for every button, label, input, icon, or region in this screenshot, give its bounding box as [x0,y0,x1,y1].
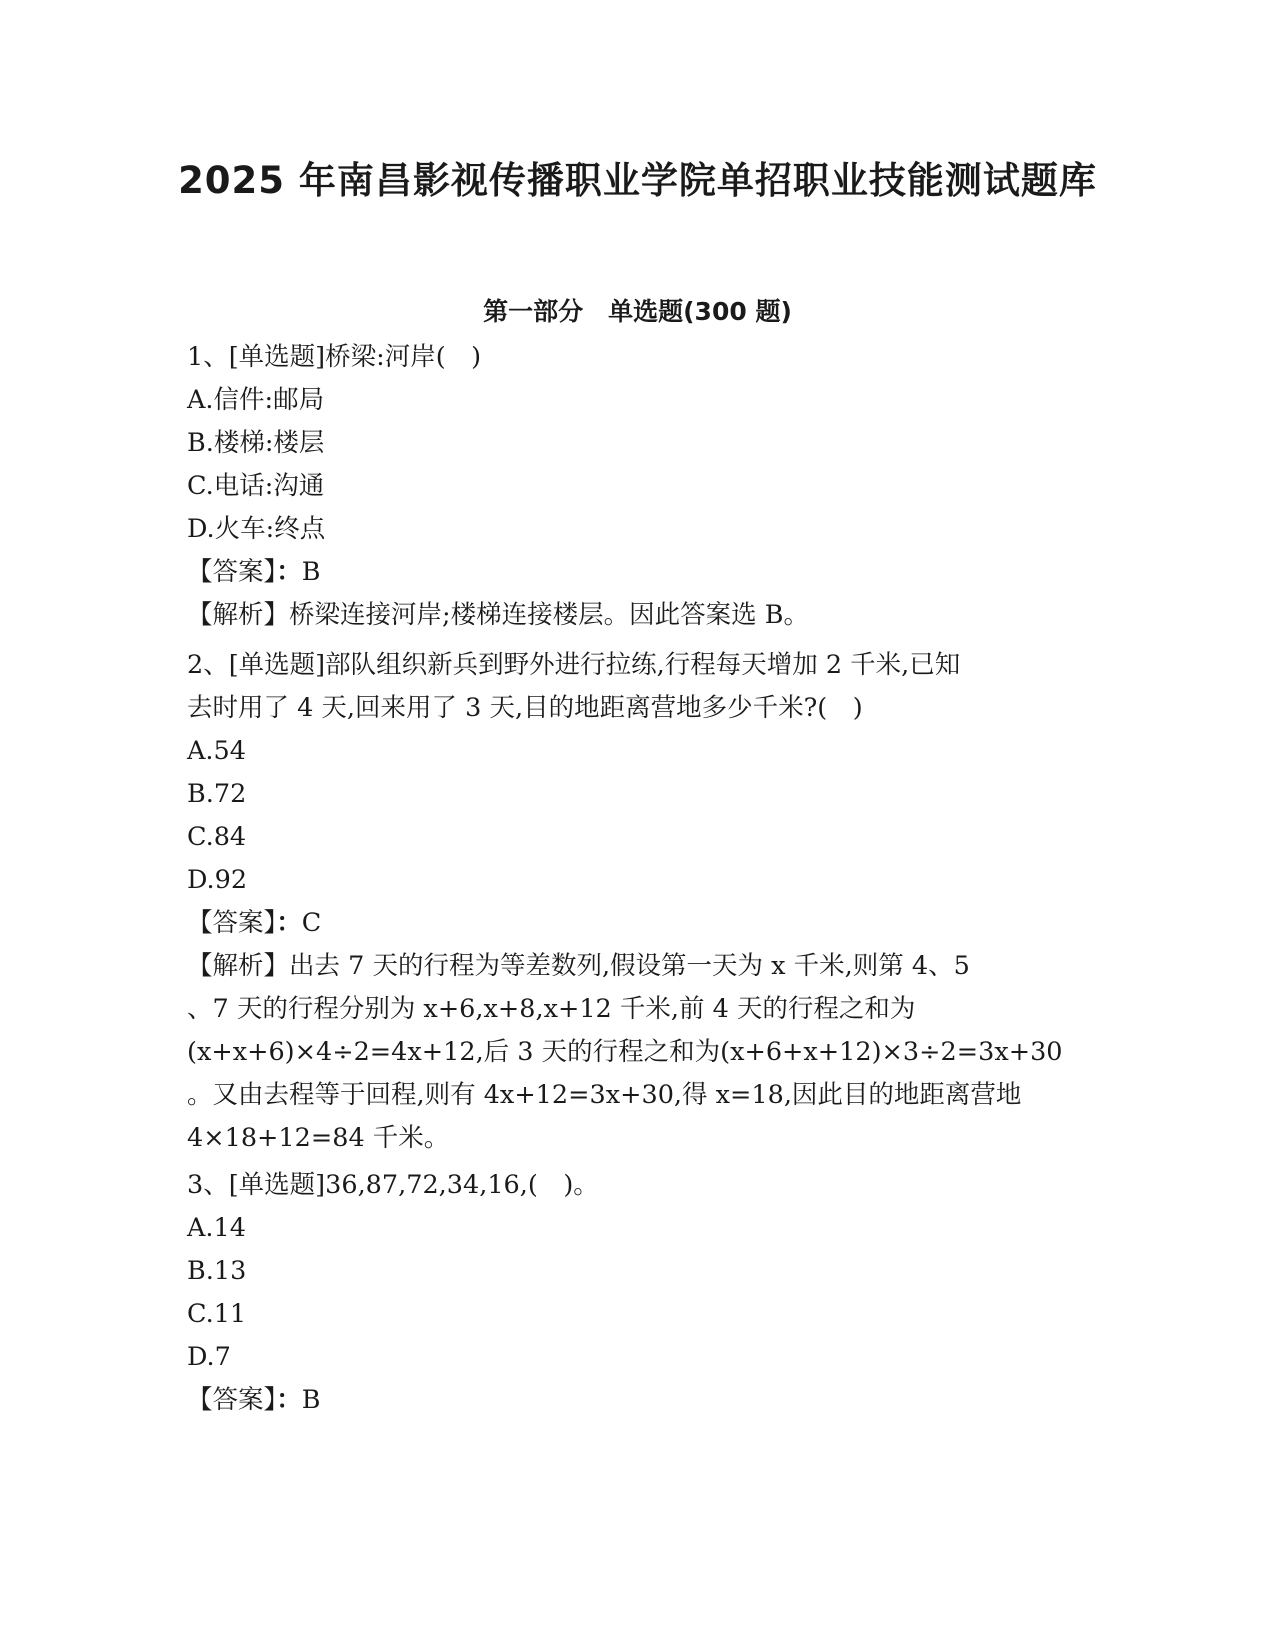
answer-colon: ： [276,908,302,938]
answer-label: 【答案】 [187,908,277,938]
option-a: A.54 [187,736,246,766]
answer-colon: ： [276,1385,302,1415]
answer-line [187,902,1087,945]
question-2 [187,644,1087,1160]
page-title: 2025 年南昌影视传播职业学院单招职业技能测试题库 [178,159,1097,202]
analysis-line-2: 、7 天的行程分别为 x+6,x+8,x+12 千米,前 4 天的行程之和为 [187,994,916,1024]
option-d: D.火车:终点 [187,514,326,544]
analysis-line-3: (x+x+6)×4÷2=4x+12,后 3 天的行程之和为(x+6+x+12)×3÷2=3x+30 [187,1037,1063,1067]
analysis-line-5: 4×18+12=84 千米。 [187,1123,450,1153]
answer-label: 【答案】 [187,1385,277,1415]
answer-value: B [301,1385,321,1415]
analysis-line-4: 。又由去程等于回程,则有 4x+12=3x+30,得 x=18,因此目的地距离营地 [187,1080,1022,1110]
question-stem: 1、[单选题]桥梁:河岸( ) [187,342,482,372]
option-b: B.72 [187,779,247,809]
analysis-label: 【解析】 [187,600,290,630]
analysis-text: 桥梁连接河岸;楼梯连接楼层。因此答案选 B。 [289,600,809,630]
answer-label: 【答案】 [187,557,277,587]
answer-value: B [301,557,321,587]
answer-line [187,1379,1087,1422]
analysis-label: 【解析】 [187,951,290,981]
section-heading: 第一部分 单选题(300 题) [483,297,792,326]
option-a: A.信件:邮局 [187,385,325,415]
option-c: C.84 [187,822,247,852]
option-b: B.13 [187,1256,247,1286]
answer-value: C [301,908,322,938]
answer-line [187,551,1087,594]
option-c: C.11 [187,1299,247,1329]
option-b: B.楼梯:楼层 [187,428,325,458]
option-d: D.92 [187,865,248,895]
answer-colon: ： [276,557,302,587]
analysis-text: 出去 7 天的行程为等差数列,假设第一天为 x 千米,则第 4、5 [289,951,970,981]
question-1 [187,336,1087,637]
question-3 [187,1164,1087,1422]
analysis-line [187,594,1087,637]
question-stem: 3、[单选题]36,87,72,34,16,( )。 [187,1170,599,1200]
question-stem-line-2: 去时用了 4 天,回来用了 3 天,目的地距离营地多少千米?( ) [187,693,863,723]
option-c: C.电话:沟通 [187,471,325,501]
option-a: A.14 [187,1213,246,1243]
option-d: D.7 [187,1342,231,1372]
question-stem-line-1: 2、[单选题]部队组织新兵到野外进行拉练,行程每天增加 2 千米,已知 [187,650,961,680]
analysis-line-1 [187,945,1087,988]
